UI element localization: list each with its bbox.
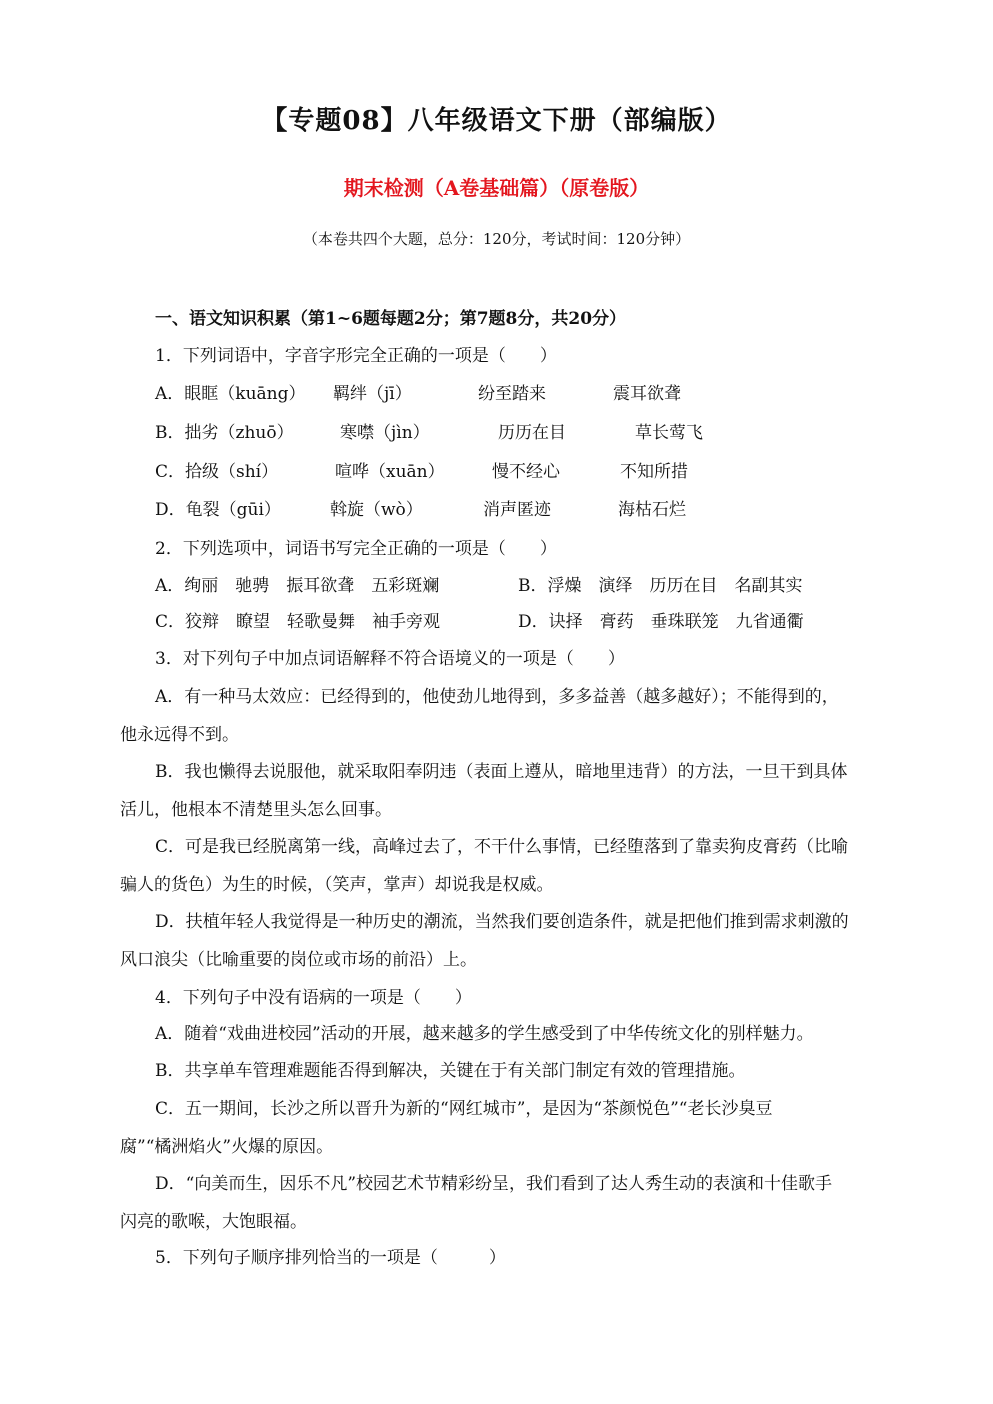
question-1-stem: 1．下列词语中，字音字形完全正确的一项是（ ） [155, 346, 557, 366]
q3-option-d-line1: D．扶植年轻人我觉得是一种历史的潮流，当然我们要创造条件，就是把他们推到需求刺激的 [155, 912, 849, 932]
q1-option-a-word1: A．眼眶（kuāng） [155, 384, 306, 404]
q1-option-d-word4: 海枯石烂 [618, 500, 686, 520]
q3-option-c-line2: 骗人的货色）为生的时候，（笑声，掌声）却说我是权威。 [120, 875, 554, 895]
q1-option-b-word1: B．拙劣（zhuō） [155, 423, 294, 443]
q1-option-a-word4: 震耳欲聋 [613, 384, 681, 404]
question-5-stem: 5．下列句子顺序排列恰当的一项是（ ） [155, 1248, 506, 1268]
q1-option-b-word4: 草长莺飞 [635, 423, 703, 443]
q4-option-c-line1: C．五一期间，长沙之所以晋升为新的“网红城市”，是因为“茶颜悦色”“老长沙臭豆 [155, 1099, 773, 1119]
q1-option-b-word3: 历历在目 [498, 423, 566, 443]
q1-option-c-word2: 喧哗（xuān） [335, 462, 445, 482]
q1-option-d-word1: D．龟裂（gūi） [155, 500, 281, 520]
q4-option-d-line2: 闪亮的歌喉，大饱眼福。 [120, 1212, 307, 1232]
q3-option-d-line2: 风口浪尖（比喻重要的岗位或市场的前沿）上。 [120, 950, 477, 970]
q1-option-d-word2: 斡旋（wò） [330, 500, 423, 520]
question-2-stem: 2．下列选项中，词语书写完全正确的一项是（ ） [155, 539, 557, 559]
q1-option-b-word2: 寒噤（jìn） [340, 423, 430, 443]
q1-option-c-word4: 不知所措 [620, 462, 688, 482]
page-title: 【专题08】八年级语文下册（部编版） [261, 106, 732, 136]
q3-option-c-line1: C．可是我已经脱离第一线，高峰过去了，不干什么事情，已经堕落到了靠卖狗皮膏药（比喻 [155, 837, 849, 857]
q2-option-d: D．诀择 膏药 垂珠联笼 九省通衢 [518, 612, 804, 632]
q3-option-a-line1: A．有一种马太效应：已经得到的，他使劲儿地得到，多多益善（越多越好）；不能得到的， [155, 687, 839, 707]
question-4-stem: 4．下列句子中没有语病的一项是（ ） [155, 988, 472, 1008]
q1-option-a-word2: 羁绊（jī） [333, 384, 412, 404]
q4-option-b: B．共享单车管理难题能否得到解决，关键在于有关部门制定有效的管理措施。 [155, 1061, 746, 1081]
q4-option-a: A．随着“戏曲进校园”活动的开展，越来越多的学生感受到了中华传统文化的别样魅力。 [155, 1024, 814, 1044]
q4-option-c-line2: 腐”“橘洲焰火”火爆的原因。 [120, 1137, 334, 1157]
q2-option-b: B．浮燥 演绎 历历在目 名副其实 [518, 576, 803, 596]
section-heading: 一、语文知识积累（第1~6题每题2分；第7题8分，共20分） [155, 309, 627, 329]
q1-option-c-word3: 慢不经心 [492, 462, 560, 482]
page-subtitle: 期末检测（A卷基础篇）（原卷版） [343, 176, 650, 200]
question-3-stem: 3．对下列句子中加点词语解释不符合语境义的一项是（ ） [155, 649, 625, 669]
q1-option-c-word1: C．拾级（shí） [155, 462, 279, 482]
q3-option-b-line1: B．我也懒得去说服他，就采取阳奉阴违（表面上遵从，暗地里违背）的方法，一旦干到具体 [155, 762, 848, 782]
q3-option-b-line2: 活儿，他根本不清楚里头怎么回事。 [120, 800, 392, 820]
q4-option-d-line1: D．“向美而生，因乐不凡”校园艺术节精彩纷呈，我们看到了达人秀生动的表演和十佳歌手 [155, 1174, 833, 1194]
exam-info-note: （本卷共四个大题，总分：120分，考试时间：120分钟） [302, 230, 691, 248]
q1-option-d-word3: 消声匿迹 [483, 500, 551, 520]
q2-option-c: C．狡辩 瞭望 轻歌曼舞 袖手旁观 [155, 612, 441, 632]
q2-option-a: A．绚丽 驰骋 振耳欲聋 五彩斑斓 [155, 576, 440, 596]
q3-option-a-line2: 他永远得不到。 [120, 725, 239, 745]
q1-option-a-word3: 纷至踏来 [478, 384, 546, 404]
